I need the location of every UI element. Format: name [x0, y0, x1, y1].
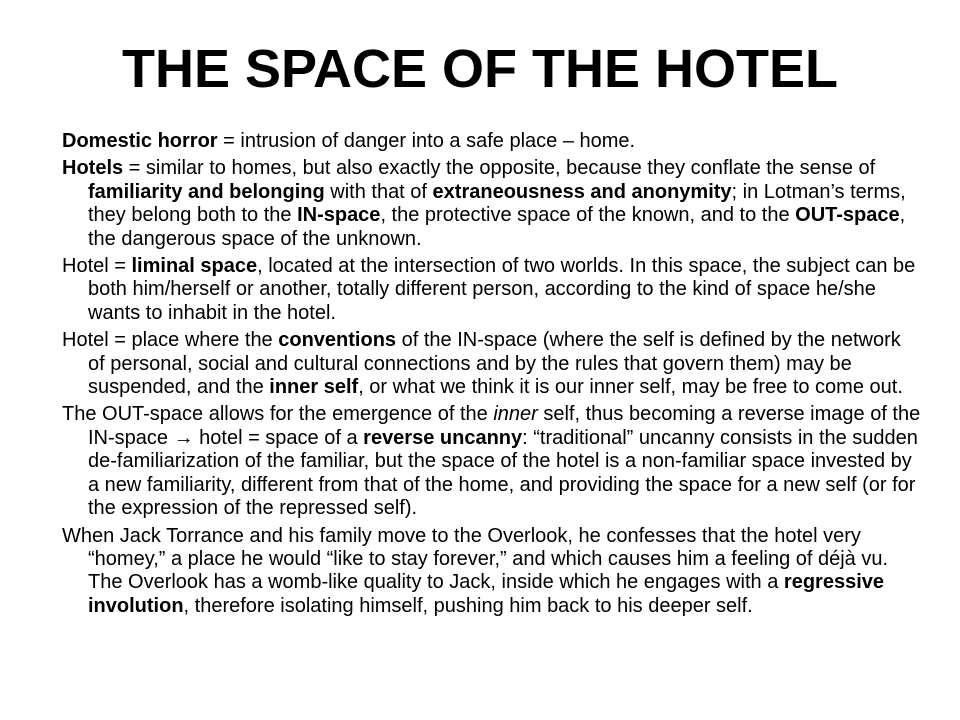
text-run: When Jack Torrance and his family move to the Overlook, he confesses that the hotel very “homey,” a place he would “like to stay forever,” and which causes him a feeling of déjà vu. The Overlook has a womb-like quality to Jack, inside which he engages with a: [62, 524, 889, 594]
emphasis-bold: inner self: [269, 376, 359, 399]
emphasis-bold: reverse uncanny: [363, 426, 523, 449]
emphasis-italic: inner: [493, 403, 538, 426]
text-run: with that of: [324, 180, 433, 203]
emphasis-bold: IN-space: [297, 204, 381, 227]
text-run: , therefore isolating himself, pushing him back to his deeper self.: [183, 594, 753, 617]
text-run: = intrusion of danger into a safe place – home.: [217, 130, 636, 152]
text-run: , the protective space of the known, and to the: [380, 204, 796, 227]
text-run: Hotel =: [62, 255, 132, 278]
text-run: , the dangerous space of the unknown.: [88, 204, 906, 250]
text-run: , located at the intersection of two worlds. In this space, the subject can be both him/herself or another, totally different person, according to the kind of space he/she wants to inhabit in the hotel.: [88, 255, 916, 324]
slide-body: [62, 130, 922, 622]
emphasis-bold: liminal space: [131, 255, 258, 278]
paragraph-hotels: [62, 157, 922, 251]
emphasis-bold: regressive involution: [88, 571, 884, 617]
paragraph-liminal-space: [62, 255, 922, 325]
paragraph-domestic-horror: [62, 130, 922, 153]
text-run: of the IN-space (where the self is defined by the network of personal, social and cultural connections and by the rules that govern them) may be suspended, and the: [88, 329, 901, 399]
text-run: The OUT-space allows for the emergence of the: [62, 403, 494, 426]
paragraph-reverse-uncanny: [62, 403, 922, 520]
text-run: Hotel = place where the: [62, 329, 279, 352]
emphasis-bold: extraneousness and anonymity: [432, 180, 732, 203]
text-run: self, thus becoming a reverse image of the IN-space → hotel = space of a: [88, 403, 921, 449]
emphasis-bold: conventions: [278, 329, 397, 352]
emphasis-bold: familiarity and belonging: [88, 180, 325, 203]
paragraph-conventions: [62, 329, 922, 399]
paragraph-overlook: [62, 525, 922, 619]
text-run: ; in Lotman’s terms, they belong both to the: [88, 180, 906, 227]
slide-title: THE SPACE OF THE HOTEL: [121, 39, 839, 99]
text-run: , or what we think it is our inner self, may be free to come out.: [358, 376, 903, 399]
emphasis-bold: Hotels: [62, 157, 124, 180]
emphasis-bold: OUT-space: [795, 204, 900, 227]
emphasis-bold: Domestic horror: [62, 130, 218, 152]
text-run: = similar to homes, but also exactly the opposite, because they conflate the sense of: [123, 157, 876, 180]
text-run: : “traditional” uncanny consists in the sudden de-familiarization of the familiar, but the space of the hotel is a non-familiar space invested by a new familiarity, different from that of the home, and providing the space for a new self (or for the expression of the repressed self).: [88, 426, 918, 520]
